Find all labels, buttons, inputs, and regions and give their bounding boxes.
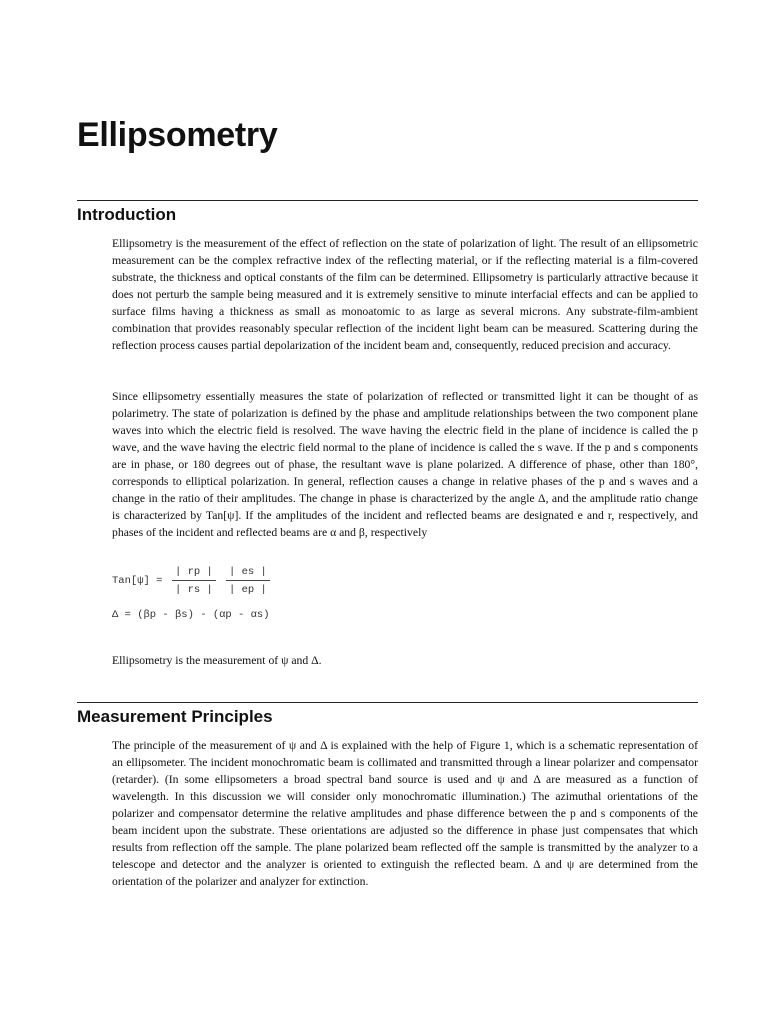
section-rule-principles: [77, 702, 698, 703]
fraction-r-denominator: | rs |: [175, 584, 213, 596]
equation-tan-psi-lhs: Tan[ψ] =: [112, 575, 163, 587]
heading-introduction: Introduction: [77, 205, 177, 224]
heading-measurement-principles: Measurement Principles: [77, 707, 273, 726]
section-rule-introduction: [77, 200, 698, 201]
fraction-e-numerator: | es |: [226, 566, 270, 581]
fraction-r-ratio: [172, 566, 216, 596]
equation-delta: Δ = (βp - βs) - (αp - αs): [112, 609, 270, 621]
intro-paragraph-3: Ellipsometry is the measurement of ψ and Δ.: [112, 654, 322, 667]
fraction-e-denominator: | ep |: [229, 584, 267, 596]
intro-paragraph-1: Ellipsometry is the measurement of the effect of reflection on the state of polarization of light. The result of an ellipsometric measurement can be the complex refractive index of the reflecting material, or if the reflecting material is a film-covered substrate, the thickness and optical constants of the film can be determined. Ellipsometry is particularly attractive because it does not perturb the sample being measured and it is extremely sensitive to minute interfacial effects and can be applied to surface films having a thickness as small as monoatomic to as large as several microns. Any substrate-film-ambient combination that provides reasonably specular reflection of the incident light beam can be measured. Scattering during the reflection process causes partial depolarization of the incident beam and, consequently, reduced precision and accuracy.: [112, 237, 698, 352]
intro-paragraph-2: Since ellipsometry essentially measures the state of polarization of reflected or transmitted light it can be thought of as polarimetry. The state of polarization is defined by the phase and amplitude relationships between the two component plane waves into which the electric field is resolved. The wave having the electric field in the plane of incidence is called the p wave, and the wave having the electric field normal to the plane of incidence is called the s wave. If the p and s components are in phase, or 180 degrees out of phase, the resultant wave is plane polarized. A difference of phase, other than 180°, corresponds to elliptical polarization. In general, reflection causes a change in relative phases of the p and s waves and a change in the ratio of their amplitudes. The change in phase is characterized by the angle Δ, and the amplitude ratio change is characterized by Tan[ψ]. If the amplitudes of the incident and reflected beams are designated e and r, respectively, and phases of the incident and reflected beams are α and β, respectively: [112, 390, 698, 539]
fraction-e-ratio: [226, 566, 270, 596]
page-title: Ellipsometry: [77, 116, 278, 154]
equation-tan-psi: [112, 566, 312, 606]
fraction-r-numerator: | rp |: [172, 566, 216, 581]
principles-paragraph-1: The principle of the measurement of ψ and Δ is explained with the help of Figure 1, which is a schematic representation of an ellipsometer. The incident monochromatic beam is collimated and transmitted through a linear polarizer and compensator (retarder). (In some ellipsometers a broad spectral band source is used and ψ and Δ are measured as a function of wavelength. In this discussion we will consider only monochromatic illumination.) The azimuthal orientations of the polarizer and compensator determine the relative amplitudes and phase difference between the p and s components of the beam incident upon the substrate. These orientations are adjusted so the difference in phase just compensates that which results from reflection off the sample. The plane polarized beam reflected off the sample is transmitted by the analyzer to a telescope and detector and the analyzer is oriented to extinguish the reflected beam. Δ and ψ are determined from the orientation of the polarizer and analyzer for extinction.: [112, 739, 698, 888]
